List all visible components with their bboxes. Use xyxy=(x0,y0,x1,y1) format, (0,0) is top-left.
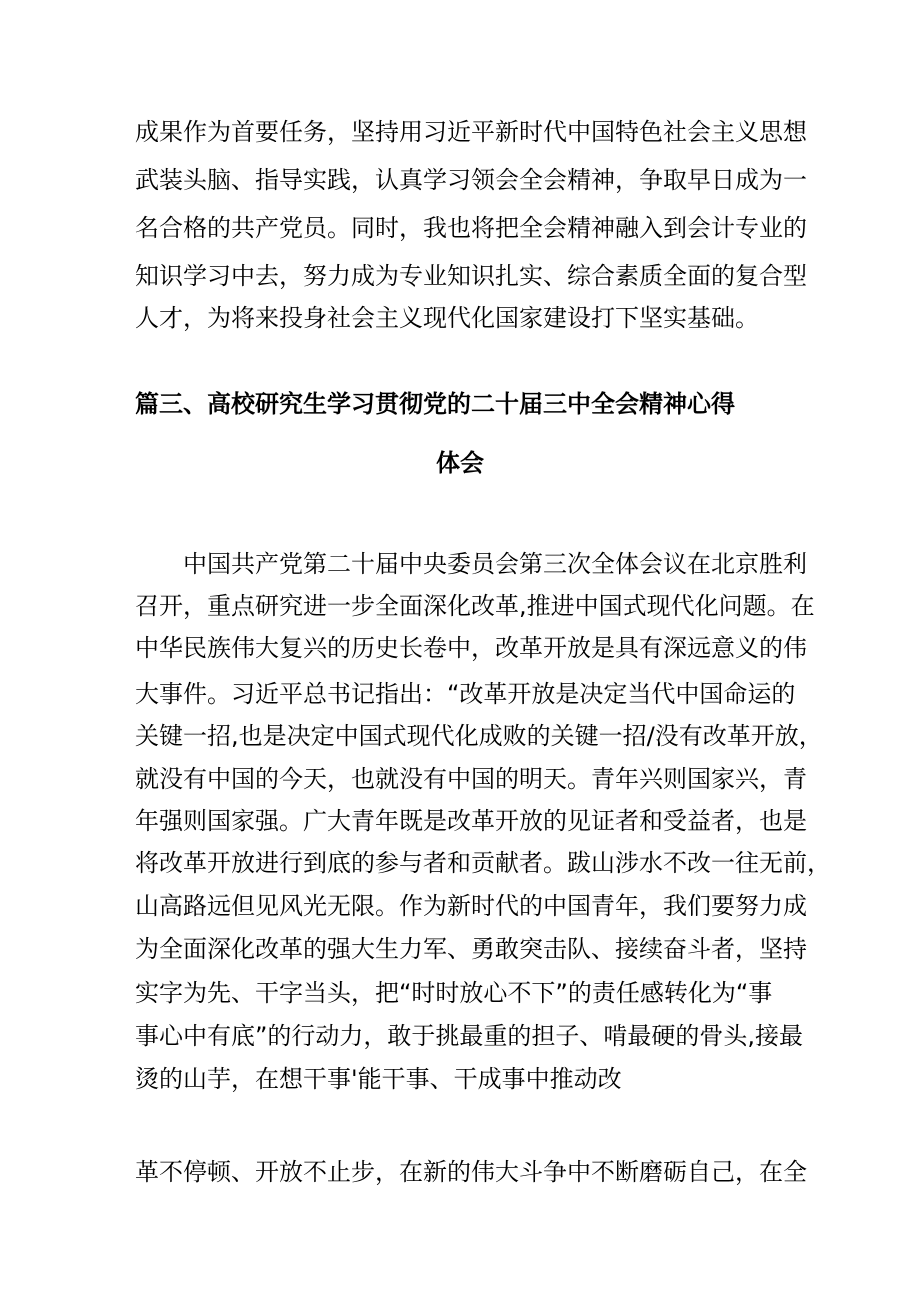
paragraph-1-line-4: 知识学习中去，努力成为专业知识扎实、综合素质全面的复合型 xyxy=(135,262,807,290)
paragraph-2-line-12: 事心中有底”的行动力，敢于挑最重的担子、啃最硬的骨头,接最 xyxy=(135,1022,804,1050)
paragraph-2-line-4: 大事件。习近平总书记指出：“改革开放是决定当代中国命运的 xyxy=(135,680,796,708)
paragraph-2-line-8: 将改革开放进行到底的参与者和贡献者。跋山涉水不改一往无前， xyxy=(135,849,831,877)
paragraph-2-line-5: 关键一招,也是决定中国式现代化成败的关键一招∕没有改革开放， xyxy=(135,722,823,750)
paragraph-1-line-1: 成果作为首要任务，坚持用习近平新时代中国特色社会主义思想 xyxy=(135,118,807,146)
paragraph-1-line-5: 人才，为将来投身社会主义现代化国家建设打下坚实基础。 xyxy=(135,304,759,332)
section-heading-line-2: 体会 xyxy=(436,449,484,477)
section-heading-line-1: 篇三、高校研究生学习贯彻党的二十届三中全会精神心得 xyxy=(135,390,735,418)
paragraph-2-line-6: 就没有中国的今天，也就没有中国的明天。青年兴则国家兴，青 xyxy=(135,765,807,793)
paragraph-1-line-2: 武装头脑、指导实践，认真学习领会全会精神，争取早日成为一 xyxy=(135,166,807,194)
paragraph-2-line-1: 中国共产党第二十届中央委员会第三次全体会议在北京胜利 xyxy=(183,550,807,578)
paragraph-1-line-3: 名合格的共产党员。同时，我也将把全会精神融入到会计专业的 xyxy=(135,214,807,242)
paragraph-3-line-1: 革不停顿、开放不止步，在新的伟大斗争中不断磨砺自己，在全 xyxy=(135,1158,807,1186)
paragraph-2-line-11: 实字为先、干字当头，把“时时放心不下”的责任感转化为“事 xyxy=(135,979,773,1007)
paragraph-2-line-10: 为全面深化改革的强大生力军、勇敢突击队、接续奋斗者，坚持 xyxy=(135,935,807,963)
paragraph-2-line-2: 召开，重点研究进一步全面深化改革,推进中国式现代化问题。在 xyxy=(135,592,815,620)
paragraph-2-line-13: 烫的山芋，在想干事'能干事、干成事中推动改 xyxy=(135,1065,622,1093)
paragraph-2-line-7: 年强则国家强。广大青年既是改革开放的见证者和受益者，也是 xyxy=(135,807,807,835)
paragraph-2-line-3: 中华民族伟大复兴的历史长卷中，改革开放是具有深远意义的伟 xyxy=(135,634,807,662)
paragraph-2-line-9: 山高路远但见风光无限。作为新时代的中国青年，我们要努力成 xyxy=(135,892,807,920)
